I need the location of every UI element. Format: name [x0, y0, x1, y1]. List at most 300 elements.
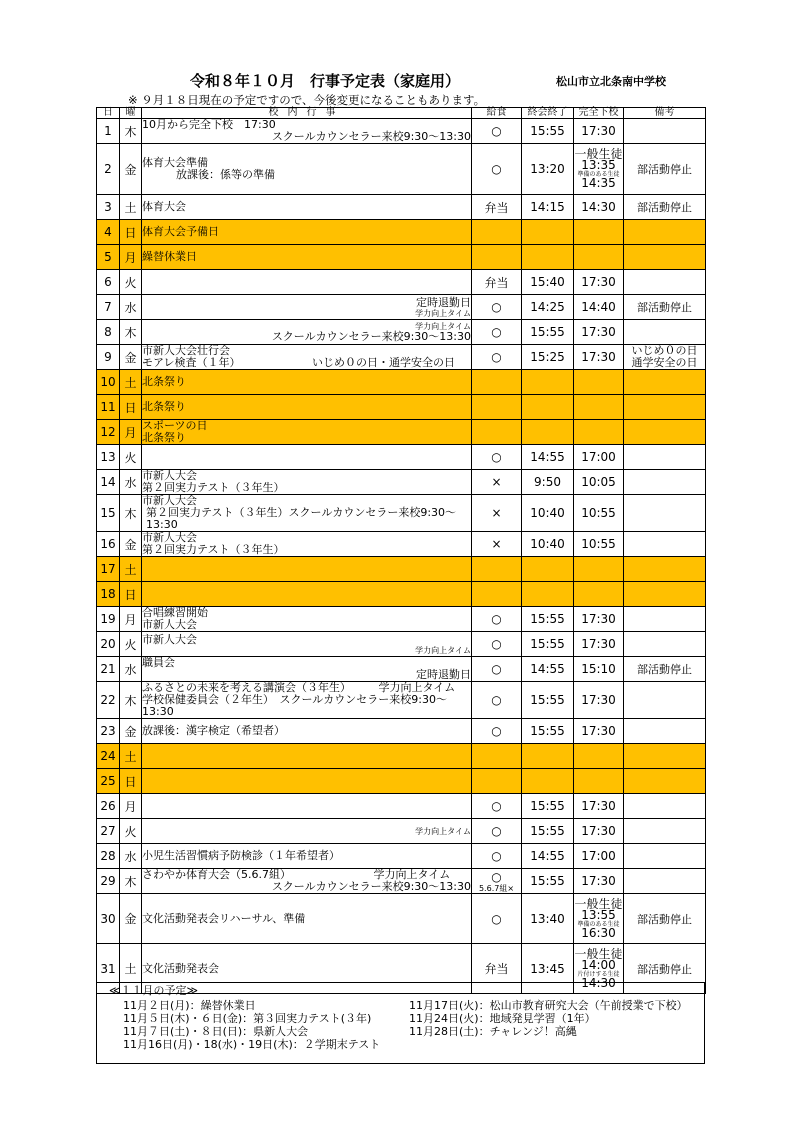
- table-row: [97, 445, 706, 470]
- remarks-cell: [624, 844, 706, 869]
- school-name: 松山市立北条南中学校: [556, 75, 666, 88]
- end-cell: 15:55: [522, 632, 574, 657]
- events-cell: [142, 195, 472, 220]
- table-row: [97, 370, 706, 395]
- weekday-cell: 木: [120, 682, 142, 719]
- day-cell: 16: [97, 532, 120, 557]
- remarks-cell: [624, 819, 706, 844]
- table-row: [97, 320, 706, 345]
- lunch-cell: [472, 245, 522, 270]
- event-line: 学力向上タイム: [415, 645, 471, 655]
- weekday-cell: 水: [120, 657, 142, 682]
- lunch-cell: [472, 844, 522, 869]
- table-row: [97, 395, 706, 420]
- day-cell: 21: [97, 657, 120, 682]
- schedule-table: [96, 107, 706, 994]
- home-cell: [574, 119, 624, 144]
- end-cell: 15:55: [522, 794, 574, 819]
- event-line: 体育大会準備: [142, 156, 208, 169]
- table-row: [97, 632, 706, 657]
- lunch-value: 弁当: [484, 962, 509, 976]
- day-cell: 7: [97, 295, 120, 320]
- event-line: 繰替休業日: [142, 250, 197, 263]
- lunch-note: 5.6.7組×: [478, 883, 515, 893]
- home-line: 13:35: [581, 158, 616, 172]
- home-line: 10:55: [581, 536, 616, 551]
- home-line: 10:05: [581, 474, 616, 489]
- weekday-cell: 土: [120, 557, 142, 582]
- events-cell: [142, 744, 472, 769]
- weekday-cell: 土: [120, 195, 142, 220]
- weekday-cell: 土: [120, 370, 142, 395]
- table-row: [97, 607, 706, 632]
- lunch-value: ○: [491, 162, 502, 176]
- events-cell: [142, 844, 472, 869]
- home-cell: [574, 744, 624, 769]
- lunch-cell: [472, 370, 522, 395]
- lunch-value: ×: [491, 506, 502, 520]
- home-line: 一般生徒: [574, 147, 623, 161]
- weekday-cell: 水: [120, 295, 142, 320]
- event-line: 市新人大会壮行会: [142, 344, 230, 357]
- lunch-cell: [472, 769, 522, 794]
- lunch-cell: [472, 495, 522, 532]
- lunch-cell: [472, 632, 522, 657]
- remarks-cell: [624, 582, 706, 607]
- home-line: 17:00: [581, 848, 616, 863]
- remarks-cell: [624, 682, 706, 719]
- remarks-cell: 部活動停止: [624, 195, 706, 220]
- lunch-value: ○: [491, 637, 502, 651]
- events-cell: [142, 119, 472, 144]
- event-line: 北条祭り: [142, 400, 186, 413]
- event-line: 10月から完全下校 17:30: [142, 118, 276, 131]
- header-day: 日: [97, 108, 120, 119]
- lunch-value: ○: [491, 325, 502, 339]
- end-cell: 14:25: [522, 295, 574, 320]
- event-line: スクールカウンセラー来校9:30～13:30: [271, 130, 471, 143]
- day-cell: 8: [97, 320, 120, 345]
- table-row: [97, 295, 706, 320]
- home-line: 準備のある生徒: [577, 171, 620, 178]
- end-cell: 15:55: [522, 682, 574, 719]
- end-cell: 10:40: [522, 495, 574, 532]
- table-row: [97, 144, 706, 195]
- end-cell: [522, 744, 574, 769]
- lunch-value: ○: [491, 869, 502, 884]
- day-cell: 18: [97, 582, 120, 607]
- table-row: [97, 682, 706, 719]
- day-cell: 26: [97, 794, 120, 819]
- end-cell: [522, 557, 574, 582]
- table-row: [97, 819, 706, 844]
- day-cell: 12: [97, 420, 120, 445]
- table-row: [97, 420, 706, 445]
- lunch-value: 弁当: [484, 275, 509, 290]
- end-cell: [522, 395, 574, 420]
- home-cell: [574, 632, 624, 657]
- events-cell: [142, 220, 472, 245]
- lunch-cell: [472, 144, 522, 195]
- lunch-cell: [472, 295, 522, 320]
- header-end: 終会終了: [522, 108, 574, 119]
- events-cell: [142, 632, 472, 657]
- end-cell: 9:50: [522, 470, 574, 495]
- event-line: 第２回実力テスト（３年生）: [142, 481, 285, 494]
- lunch-value: ○: [491, 124, 502, 138]
- home-cell: [574, 295, 624, 320]
- events-cell: [142, 470, 472, 495]
- home-cell: [574, 682, 624, 719]
- home-cell: [574, 657, 624, 682]
- home-line: 17:30: [581, 324, 616, 339]
- header-events: 校内行事: [142, 108, 472, 119]
- table-row: [97, 844, 706, 869]
- table-row: [97, 769, 706, 794]
- day-cell: 31: [97, 944, 120, 994]
- events-cell: [142, 719, 472, 744]
- weekday-cell: 月: [120, 420, 142, 445]
- home-cell: [574, 719, 624, 744]
- lunch-cell: [472, 270, 522, 295]
- header-home: 完全下校: [574, 108, 624, 119]
- remarks-cell: いじめ０の日 通学安全の日: [624, 345, 706, 370]
- event-line: 定時退勤日: [416, 668, 471, 681]
- home-line: 一般生徒: [574, 896, 623, 911]
- home-cell: [574, 819, 624, 844]
- table-row: [97, 195, 706, 220]
- weekday-cell: 水: [120, 470, 142, 495]
- home-cell: [574, 420, 624, 445]
- lunch-cell: [472, 320, 522, 345]
- home-cell: [574, 395, 624, 420]
- home-line: 準備のある生徒: [577, 920, 620, 928]
- home-cell: [574, 245, 624, 270]
- remarks-cell: [624, 445, 706, 470]
- events-cell: [142, 657, 472, 682]
- lunch-cell: [472, 682, 522, 719]
- lunch-cell: [472, 557, 522, 582]
- home-cell: [574, 894, 624, 944]
- lunch-value: ×: [491, 537, 502, 551]
- footer-right-list: [409, 999, 688, 1038]
- home-line: 17:30: [581, 611, 616, 626]
- end-cell: [522, 769, 574, 794]
- event-line: 北条祭り: [142, 375, 186, 388]
- table-row: [97, 744, 706, 769]
- home-cell: [574, 582, 624, 607]
- home-cell: [574, 794, 624, 819]
- end-cell: 13:40: [522, 894, 574, 944]
- lunch-value: ×: [491, 475, 502, 489]
- lunch-cell: [472, 869, 522, 894]
- events-cell: [142, 894, 472, 944]
- remarks-cell: [624, 632, 706, 657]
- table-row: [97, 220, 706, 245]
- event-line: 市新人大会: [142, 531, 197, 544]
- lunch-cell: [472, 607, 522, 632]
- home-line: 片付けする生徒: [577, 970, 620, 978]
- events-cell: [142, 557, 472, 582]
- home-cell: [574, 144, 624, 195]
- day-cell: 15: [97, 495, 120, 532]
- home-line: 17:30: [581, 823, 616, 838]
- weekday-cell: 日: [120, 220, 142, 245]
- weekday-cell: 月: [120, 607, 142, 632]
- remarks-cell: [624, 532, 706, 557]
- lunch-cell: [472, 220, 522, 245]
- weekday-cell: 火: [120, 445, 142, 470]
- day-cell: 25: [97, 769, 120, 794]
- table-row: [97, 869, 706, 894]
- end-cell: 15:40: [522, 270, 574, 295]
- lunch-cell: [472, 582, 522, 607]
- home-cell: [574, 532, 624, 557]
- remarks-cell: 部活動停止: [624, 144, 706, 195]
- home-cell: [574, 557, 624, 582]
- event-line: 合唱練習開始: [142, 606, 208, 619]
- event-line: スクールカウンセラー来校9:30～13:30: [271, 880, 471, 893]
- weekday-cell: 日: [120, 769, 142, 794]
- weekday-cell: 木: [120, 320, 142, 345]
- weekday-cell: 金: [120, 894, 142, 944]
- events-cell: [142, 345, 472, 370]
- footer-item: 11月２日(月)：繰替休業日: [123, 999, 256, 1012]
- day-cell: 10: [97, 370, 120, 395]
- end-cell: 13:45: [522, 944, 574, 994]
- events-cell: [142, 682, 472, 719]
- event-line: スクールカウンセラー来校9:30～13:30: [271, 329, 471, 343]
- weekday-cell: 火: [120, 270, 142, 295]
- event-line: 文化活動発表会リハーサル、準備: [142, 911, 306, 925]
- lunch-cell: [472, 719, 522, 744]
- day-cell: 11: [97, 395, 120, 420]
- day-cell: 22: [97, 682, 120, 719]
- footer-item: 11月28日(土)：チャレンジ！高縄: [409, 1025, 577, 1038]
- lunch-value: ○: [491, 911, 502, 926]
- home-cell: [574, 769, 624, 794]
- events-cell: [142, 445, 472, 470]
- remarks-cell: 部活動停止: [624, 944, 706, 994]
- remarks-cell: [624, 557, 706, 582]
- day-cell: 23: [97, 719, 120, 744]
- events-cell: [142, 370, 472, 395]
- remarks-cell: [624, 794, 706, 819]
- weekday-cell: 土: [120, 744, 142, 769]
- events-cell: [142, 869, 472, 894]
- page-title: 令和８年１０月 行事予定表（家庭用）: [190, 72, 461, 90]
- header-weekday: 曜: [120, 108, 142, 119]
- home-line: 15:10: [581, 661, 616, 676]
- day-cell: 30: [97, 894, 120, 944]
- table-row: [97, 245, 706, 270]
- lunch-value: ○: [491, 824, 502, 838]
- footer-item: 11月24日(火)：地域発見学習（1年）: [409, 1012, 596, 1025]
- lunch-cell: [472, 445, 522, 470]
- home-cell: [574, 220, 624, 245]
- events-cell: [142, 320, 472, 345]
- remarks-cell: [624, 320, 706, 345]
- remarks-cell: [624, 245, 706, 270]
- weekday-cell: 木: [120, 495, 142, 532]
- home-line: 10:55: [581, 505, 616, 520]
- day-cell: 3: [97, 195, 120, 220]
- home-line: 14:30: [581, 199, 616, 214]
- footer-item: 11月16日(月)・18(水)・19日(木)：２学期末テスト: [123, 1038, 381, 1051]
- lunch-value: 弁当: [484, 200, 509, 215]
- event-line: 職員会: [142, 656, 175, 669]
- home-line: 一般生徒: [574, 946, 623, 961]
- lunch-cell: [472, 794, 522, 819]
- end-cell: 14:15: [522, 195, 574, 220]
- weekday-cell: 土: [120, 944, 142, 994]
- remarks-cell: [624, 270, 706, 295]
- home-line: 17:00: [581, 449, 616, 464]
- home-cell: [574, 869, 624, 894]
- november-preview: [96, 982, 705, 1064]
- weekday-cell: 月: [120, 794, 142, 819]
- remarks-cell: [624, 470, 706, 495]
- lunch-cell: [472, 195, 522, 220]
- day-cell: 17: [97, 557, 120, 582]
- day-cell: 4: [97, 220, 120, 245]
- home-line: 17:30: [581, 274, 616, 289]
- events-cell: [142, 495, 472, 532]
- day-cell: 28: [97, 844, 120, 869]
- table-row: [97, 270, 706, 295]
- home-cell: [574, 320, 624, 345]
- remarks-cell: [624, 495, 706, 532]
- home-line: 17:30: [581, 723, 616, 738]
- lunch-cell: [472, 345, 522, 370]
- end-cell: 15:55: [522, 719, 574, 744]
- weekday-cell: 金: [120, 345, 142, 370]
- table-row: [97, 345, 706, 370]
- home-line: 17:30: [581, 636, 616, 651]
- weekday-cell: 月: [120, 245, 142, 270]
- event-line: モアレ検査（１年） いじめ０の日・通学安全の日: [142, 356, 456, 369]
- home-line: 17:30: [581, 692, 616, 707]
- table-row: [97, 532, 706, 557]
- home-line: 17:30: [581, 798, 616, 813]
- home-line: 14:00: [581, 957, 616, 972]
- event-line: 北条祭り: [142, 431, 186, 444]
- events-cell: [142, 607, 472, 632]
- events-cell: [142, 395, 472, 420]
- events-cell: [142, 270, 472, 295]
- remarks-cell: [624, 769, 706, 794]
- weekday-cell: 金: [120, 719, 142, 744]
- event-line: さわやか体育大会（5.6.7組） 学力向上タイム: [142, 868, 451, 881]
- remarks-cell: [624, 719, 706, 744]
- event-line: 学力向上タイム: [415, 321, 471, 331]
- footer-title: ≪１１月の予定≫: [109, 984, 199, 997]
- event-line: 市新人大会: [142, 469, 197, 482]
- day-cell: 2: [97, 144, 120, 195]
- weekday-cell: 日: [120, 582, 142, 607]
- weekday-cell: 木: [120, 119, 142, 144]
- day-cell: 24: [97, 744, 120, 769]
- end-cell: 13:20: [522, 144, 574, 195]
- events-cell: [142, 295, 472, 320]
- end-cell: 15:55: [522, 869, 574, 894]
- end-cell: [522, 582, 574, 607]
- event-line: 小児生活習慣病予防検診（１年希望者）: [142, 849, 340, 862]
- lunch-value: ○: [491, 612, 502, 626]
- home-line: 14:30: [581, 975, 616, 990]
- events-cell: [142, 582, 472, 607]
- end-cell: [522, 245, 574, 270]
- lunch-cell: [472, 894, 522, 944]
- remarks-cell: 部活動停止: [624, 894, 706, 944]
- table-row: [97, 719, 706, 744]
- weekday-cell: 火: [120, 819, 142, 844]
- lunch-value: ○: [491, 724, 502, 738]
- events-cell: [142, 420, 472, 445]
- remarks-cell: [624, 744, 706, 769]
- remarks-cell: [624, 220, 706, 245]
- event-line: スポーツの日: [142, 419, 208, 432]
- weekday-cell: 金: [120, 532, 142, 557]
- home-line: 13:55: [581, 907, 616, 922]
- lunch-value: ○: [491, 849, 502, 863]
- home-cell: [574, 445, 624, 470]
- home-line: 17:30: [581, 349, 616, 364]
- footer-left-list: [123, 999, 380, 1051]
- home-cell: [574, 844, 624, 869]
- event-line: 学校保健委員会（２年生） スクールカウンセラー来校9:30～13:30: [142, 693, 447, 718]
- events-cell: [142, 245, 472, 270]
- table-row: [97, 794, 706, 819]
- end-cell: 14:55: [522, 844, 574, 869]
- event-line: 放課後：係等の準備: [176, 168, 275, 181]
- home-cell: [574, 195, 624, 220]
- weekday-cell: 日: [120, 395, 142, 420]
- lunch-cell: [472, 532, 522, 557]
- home-line: 16:30: [581, 925, 616, 940]
- header-remarks: 備考: [624, 108, 706, 119]
- events-cell: [142, 532, 472, 557]
- day-cell: 19: [97, 607, 120, 632]
- home-cell: [574, 370, 624, 395]
- lunch-cell: [472, 470, 522, 495]
- remarks-cell: [624, 370, 706, 395]
- remarks-cell: [624, 395, 706, 420]
- event-line: 放課後：漢字検定（希望者）: [142, 724, 285, 737]
- day-cell: 20: [97, 632, 120, 657]
- table-row: [97, 470, 706, 495]
- lunch-value: ○: [491, 300, 502, 314]
- footer-item: 11月５日(木)・６日(金)：第３回実力テスト(３年): [123, 1012, 372, 1025]
- table-row: [97, 657, 706, 682]
- end-cell: 10:40: [522, 532, 574, 557]
- home-line: 17:30: [581, 873, 616, 888]
- home-cell: [574, 270, 624, 295]
- home-cell: [574, 495, 624, 532]
- end-cell: 15:55: [522, 819, 574, 844]
- home-line: 17:30: [581, 123, 616, 138]
- notice-text: ※ ９月１８日現在の予定ですので、今後変更になることもあります。: [128, 93, 486, 107]
- table-row: [97, 557, 706, 582]
- events-cell: [142, 794, 472, 819]
- lunch-value: ○: [491, 662, 502, 676]
- end-cell: [522, 220, 574, 245]
- event-line: 学力向上タイム: [415, 308, 471, 318]
- day-cell: 14: [97, 470, 120, 495]
- remarks-cell: [624, 420, 706, 445]
- remarks-cell: 部活動停止: [624, 295, 706, 320]
- events-cell: [142, 819, 472, 844]
